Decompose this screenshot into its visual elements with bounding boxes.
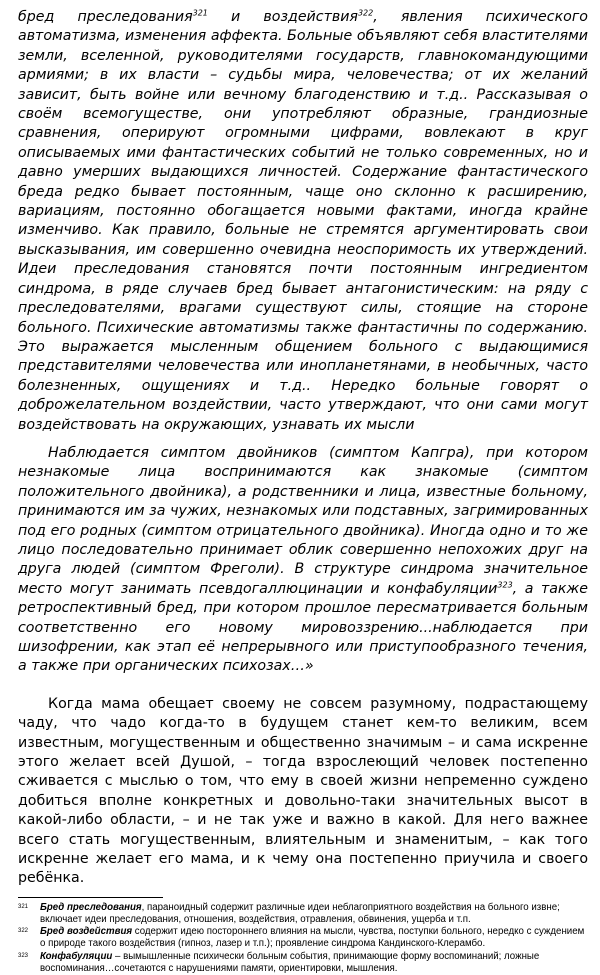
text-run: и воздействия (207, 9, 358, 25)
footnote-body (40, 951, 588, 975)
footnote-ref-322[interactable]: 322 (357, 8, 374, 18)
paragraph-capgras-symptom (18, 444, 588, 677)
text-run: , а также ретроспективный бред, при котором прошлое пересматривается больным соответственно его новому мировоззрению...наблюдается при шизофрении, как этап её непрерывного или приступообразного течения, а также при органических психозах…» (18, 580, 588, 675)
footnote-number: 322 (18, 928, 29, 935)
footnotes (18, 902, 588, 975)
footnote-321 (18, 902, 588, 926)
footnote-ref-321[interactable]: 321 (192, 8, 208, 18)
footnote-term: Конфабуляции (40, 950, 113, 962)
footnote-body (40, 926, 588, 950)
text-run: бред преследования (18, 9, 193, 25)
text-run: , явления психического автоматизма, изменения аффекта. Больные объявляют себя властителями земли, вселенной, руководителями государств, главнокомандующими армиями; в их власти – судьбы мира, человечества; от их желаний зависит, быть войне или вечному благоденствию и т.д.. Рассказывая о своём всемогуществе, они употребляют образные, грандиозные сравнения, оперируют огромными цифрами, вовлекают в круг описываемых ими фантастических событий не только современных, но и давно умерших выдающихся личностей. Содержание фантастического бреда редко бывает постоянным, чаще оно склонно к расширению, вариациям, постоянно обогащается новыми фактами, иногда крайне изменчиво. Как правило, больные не стремятся аргументировать свои высказывания, им совершенно очевидна неоспоримость их утверждений. Идеи преследования становятся почти постоянным ингредиентом синдрома, в ряде случаев бред бывает антагонистическим: на ряду с преследователями, врагами существуют силы, стоящие на стороне больного. Психические автоматизмы также фантастичны по содержанию. Это выражается мысленным общением больного с выдающимися представителями человечества или инопланетянами, в необычных, часто болезненных, ощущениях и т.д.. Нередко больные говорят о доброжелательном воздействии, часто утверждают, что они сами могут воздействовать на окружающих, узнавать их мысли (18, 9, 588, 433)
footnote-322 (18, 926, 588, 950)
text-run: Наблюдается симптом двойников (симптом Капгра), при котором незнакомые лица воспринимаются как знакомые (симптом положительного двойника), а родственники и лица, известные больному, принимаются им за чужих, незнакомых или подставных, загримированных под его родных (симптом отрицательного двойника). Иногда одно и то же лицо последовательно принимает облик совершенно непохожих друг на друга людей (симптом Фреголи). В структуре синдрома значительное место могут занимать псевдогаллюцинации и конфабуляции (18, 444, 588, 597)
footnote-text: , параноидный содержит различные идеи неблагоприятного воздействия на больного извне; включает идеи преследования, отношения, воздействия, отравления, обвинения, ущерба и т.п. (40, 901, 560, 926)
footnote-body (40, 902, 588, 926)
paragraph-author-commentary: Когда мама обещает своему не совсем разумному, подрастающему чаду, что чадо когда-то в будущем станет кем-то великим, всем известным, могущественным и общественно значимым – и сама искренне этого желает всей Душой, – тогда взрослеющий человек постепенно сживается с мыслью о том, что ему в своей жизни непременно суждено добиться вполне конкретных и довольно-таки значительных высот в какой-либо области, – и не так уже и важно в какой. Для него важнее всего стать могущественным, влиятельным и знаменитым, – как того искренне желает его мама, и к чему она постепенно приучила и своего ребёнка. (18, 695, 588, 887)
footnote-term: Бред преследования (40, 901, 142, 913)
footnote-ref-323[interactable]: 323 (497, 580, 513, 590)
footnote-number: 321 (18, 903, 29, 910)
footnote-text: – вымышленные психически больным события, принимающие форму воспоминаний; ложные воспоминания…сочетаются с нарушениями памяти, ориентировки, мышления. (40, 950, 540, 974)
footnote-term: Бред воздействия (40, 926, 133, 938)
footnote-number: 323 (18, 952, 29, 959)
document-page (18, 8, 588, 975)
footnote-separator (18, 897, 163, 898)
footnote-text: содержит идею постороннего влияния на мысли, чувства, поступки больного, нередко с суждением о природе такого воздействия (гипноз, лазер и т.п.); проявление синдрома Кандинского-Клерамбо. (40, 926, 585, 950)
paragraph-fantastic-delusion (18, 8, 588, 435)
footnote-323 (18, 951, 588, 975)
